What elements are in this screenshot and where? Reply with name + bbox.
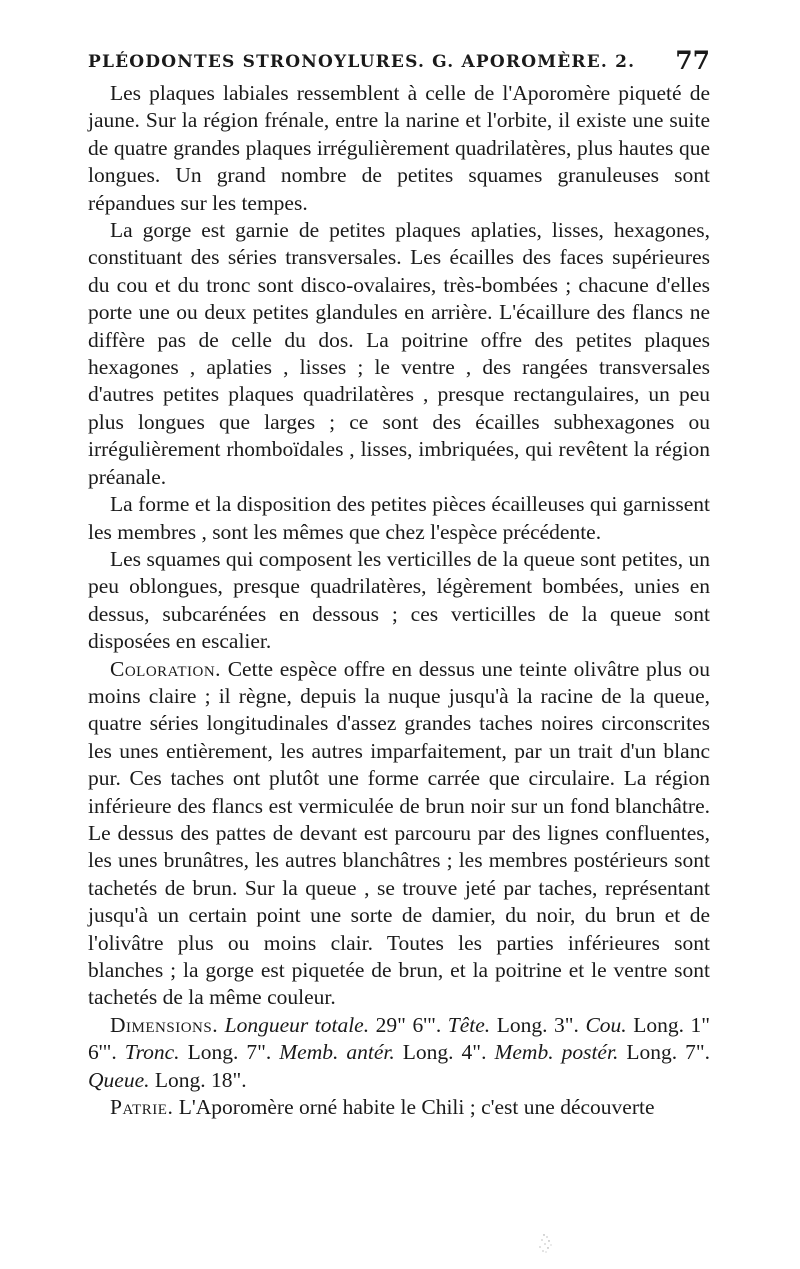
dimensions-label: Dimensions. (110, 1012, 219, 1037)
dim-value-queue: Long. 18". (154, 1067, 247, 1092)
paragraph-labiales: Les plaques labiales ressemblent à celle de l'Aporomère piqueté de jaune. Sur la région frénale, entre la narine et l'orbite, il existe une suite de quatre grandes plaques irrégulièrement quadrilatères, plus hautes que longues. Un grand nombre de petites squames granuleuses sont répandues sur les tempes. (88, 81, 710, 215)
dim-value-memb-poster: Long. 7". (626, 1040, 711, 1065)
body-text (88, 80, 710, 1121)
running-head (88, 46, 710, 80)
dim-name-cou: Cou. (585, 1012, 627, 1037)
dim-name-tete: Tête. (447, 1012, 491, 1037)
paragraph-patrie (88, 1094, 710, 1121)
dim-name-total: Longueur totale. (224, 1012, 370, 1037)
paragraph-gorge: La gorge est garnie de petites plaques aplaties, lisses, hexagones, constituant des séries transversales. Les écailles des faces supérieures du cou et du tronc sont disco-ovalaires, très-bombées ; chacune d'elles porte une ou deux petites glandules en arrière. L'écaillure des flancs ne diffère pas de celle du dos. La poitrine offre des petites plaques hexagones , aplaties , lisses ; le ventre , des rangées transversales d'autres petites plaques quadrilatères , presque rectangulaires, un peu plus longues que larges ; ce sont des écailles subhexagones ou irrégulièrement rhomboïdales , lisses, imbriquées, qui revêtent la région préanale. (88, 218, 710, 489)
dim-name-memb-anter: Memb. antér. (279, 1040, 395, 1065)
paragraph-membres: La forme et la disposition des petites pièces écailleuses qui garnissent les membres , sont les mêmes que chez l'espèce précédente. (88, 492, 710, 544)
dim-value-tronc: Long. 7". (187, 1040, 272, 1065)
dim-name-memb-poster: Memb. postér. (494, 1040, 619, 1065)
paragraph-dimensions (88, 1012, 710, 1094)
coloration-label: Coloration. (110, 656, 222, 681)
dim-value-memb-anter: Long. 4". (402, 1040, 487, 1065)
dim-name-tronc: Tronc. (124, 1040, 180, 1065)
patrie-text: L'Aporomère orné habite le Chili ; c'est une découverte (178, 1095, 655, 1120)
patrie-label: Patrie. (110, 1095, 174, 1120)
dim-value-cou: Long. 1" 6'". (88, 1012, 711, 1065)
running-head-title: PLÉODONTES STRONOYLURES. G. APOROMÈRE. 2. (88, 52, 636, 72)
print-speckle (536, 1232, 556, 1254)
dim-value-total: 29" 6'". (375, 1012, 442, 1037)
coloration-text: Cette espèce offre en dessus une teinte olivâtre plus ou moins claire ; il règne, depuis la nuque jusqu'à la racine de la queue, quatre séries longitudinales d'assez grandes taches noires circonscrites les unes entièrement, les autres imparfaitement, par un trait d'un blanc pur. Ces taches ont plutôt une forme carrée que circulaire. La région inférieure des flancs est vermiculée de brun noir sur un fond blanchâtre. Le dessus des pattes de devant est parcouru par des lignes confluentes, les unes brunâtres, les autres blanchâtres ; les membres postérieurs sont tachetés de brun. Sur la queue , se trouve jeté par taches, représentant jusqu'à un certain point une sorte de damier, du noir, du brun et de l'olivâtre plus ou moins clair. Toutes les parties inférieures sont blanches ; la gorge est piquetée de brun, et la poitrine et le ventre sont tachetés de la même couleur. (88, 656, 710, 1010)
paragraph-coloration (88, 656, 710, 1012)
page-number: 77 (675, 46, 710, 75)
dim-name-queue: Queue. (88, 1067, 150, 1092)
paragraph-queue: Les squames qui composent les verticilles de la queue sont petites, un peu oblongues, presque quadrilatères, légèrement bombées, unies en dessus, subcarénées en dessous ; ces verticilles de la queue sont disposées en escalier. (88, 546, 710, 654)
dim-value-tete: Long. 3". (496, 1012, 579, 1037)
